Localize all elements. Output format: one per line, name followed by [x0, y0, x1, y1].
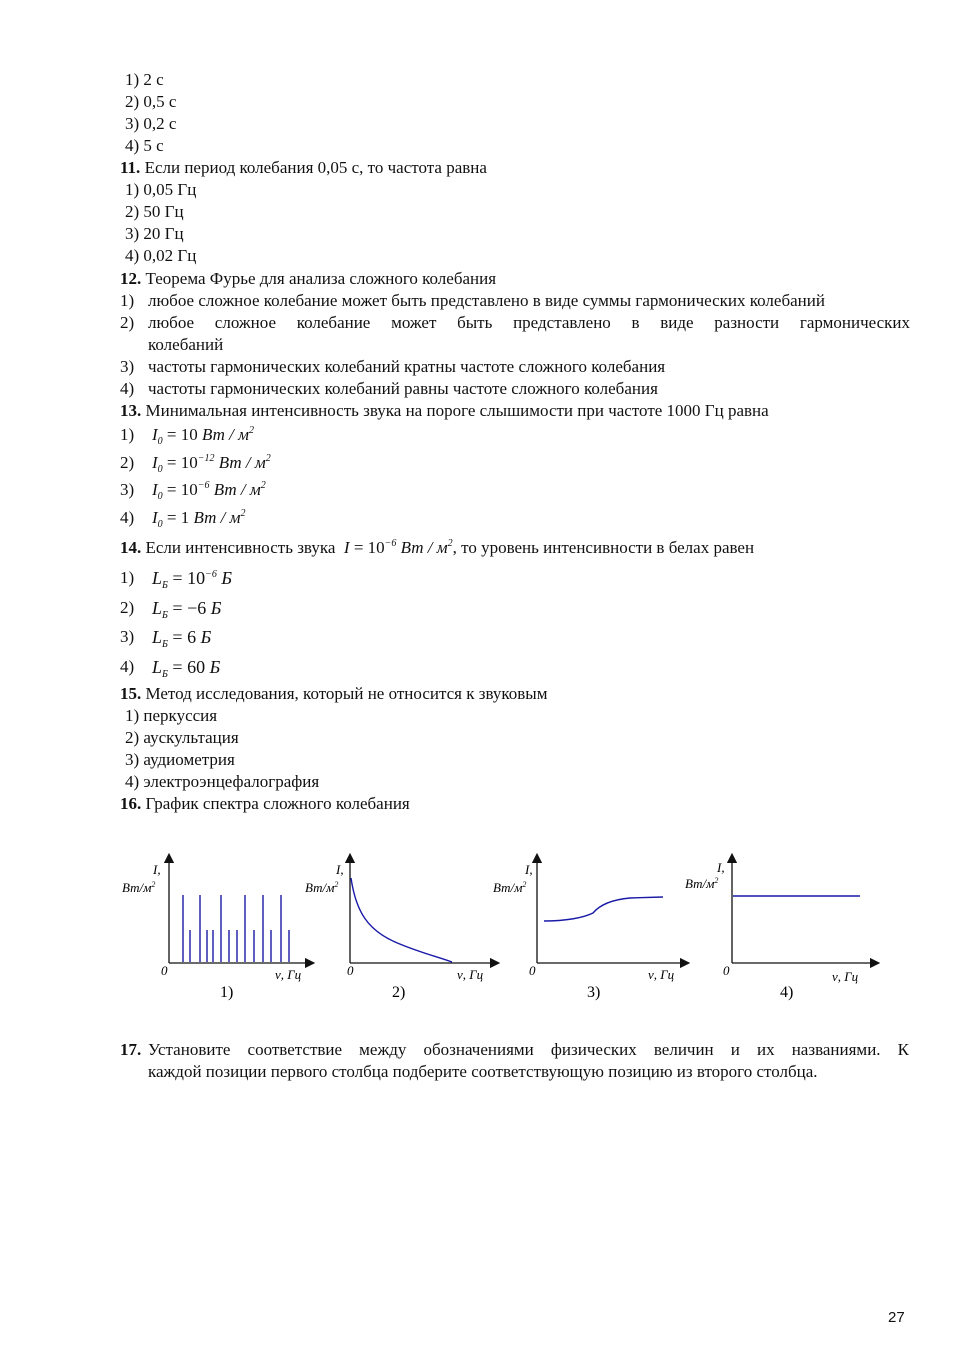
graph-2-ylabel-2: $Вт/м^2$ [305, 880, 339, 895]
graph-2-curve [351, 878, 452, 962]
q15-text: Метод исследования, который не относится к звуковым [145, 684, 548, 703]
q10-option-1: 1) 2 с [125, 70, 164, 89]
q12-option-2-number: 2) [120, 313, 135, 332]
q11-text: Если период колебания 0,05 с, то частота равна [144, 158, 487, 177]
q12-option-2-text: любое сложное колебание может быть представлено в виде разности гармонических [148, 313, 910, 332]
q12-text: Теорема Фурье для анализа сложного колебания [145, 269, 497, 288]
spectrum-graph-3-svg [490, 850, 690, 1010]
q12-option-4-number: 4) [120, 379, 135, 398]
q15-option-3: 3) аудиометрия [125, 750, 235, 769]
spectrum-graph-4 [680, 850, 880, 1010]
graph-1-ylabel-2: $Вт/м^2$ [122, 880, 156, 895]
q13-question [120, 400, 769, 422]
q10-option-2: 2) 0,5 с [125, 92, 177, 111]
q11-question [120, 157, 487, 179]
q17-line-2: каждой позиции первого столбца подберите соответствующую позицию из второго столбца. [148, 1062, 818, 1081]
q13-option-2-number: 2) [120, 453, 135, 472]
graph-2-xlabel: ν, Гц [457, 967, 484, 982]
q14-text-before: Если интенсивность звука [145, 538, 336, 557]
q14-formula: $I = 10^{-6}$ Вт / $м^2$ [343, 538, 453, 557]
q14-option-4-number: 4) [120, 657, 135, 676]
q11-number: 11. [120, 158, 141, 177]
q11-option-4: 4) 0,02 Гц [125, 246, 197, 265]
q15-question [120, 683, 548, 705]
page-number: 27 [888, 1309, 905, 1326]
spectrum-graph-3 [490, 850, 690, 1010]
spectrum-graph-4-svg [680, 850, 880, 1010]
q14-option-2-number: 2) [120, 598, 135, 617]
graph-3-origin: 0 [529, 963, 536, 978]
q14-option-2-formula: $L_Б = -6$ Б [152, 598, 222, 621]
spectrum-graph-1 [115, 850, 315, 1010]
graph-4-xlabel: ν, Гц [832, 969, 859, 984]
q12-option-1-text: любое сложное колебание может быть представлено в виде суммы гармонических колебаний [148, 291, 825, 310]
q13-option-3-number: 3) [120, 480, 135, 499]
q15-number: 15. [120, 684, 142, 703]
graph-1-xlabel: ν, Гц [275, 967, 302, 982]
q12-option-4-text: частоты гармонических колебаний равны частоте сложного колебания [148, 379, 658, 398]
graph-3-curve [544, 897, 663, 921]
q16-question [120, 793, 410, 815]
q12-option-3-number: 3) [120, 357, 135, 376]
graph-4-ylabel-2: $Вт/м^2$ [685, 876, 719, 891]
q11-option-3: 3) 20 Гц [125, 224, 184, 243]
q10-option-4: 4) 5 с [125, 136, 164, 155]
graph-4-number: 4) [780, 984, 794, 1001]
graph-3-ylabel-2: $Вт/м^2$ [493, 880, 527, 895]
q13-option-4-formula: $I_0 = 1$ Вт / $м^2$ [152, 508, 246, 530]
q14-text-after: , то уровень интенсивности в белах равен [452, 538, 755, 557]
q16-text: График спектра сложного колебания [145, 794, 410, 813]
q14-option-1-number: 1) [120, 568, 135, 587]
q14-option-1-formula: $L_Б = 10^{-6}$ Б [152, 568, 232, 591]
graph-2-ylabel-1: I, [336, 862, 344, 877]
q15-option-4: 4) электроэнцефалография [125, 772, 320, 791]
graph-1-ylabel-1: I, [153, 862, 161, 877]
q13-option-3-formula: $I_0 = 10^{-6}$ Вт / $м^2$ [152, 480, 266, 502]
q14-question [120, 537, 754, 559]
q12-question [120, 268, 496, 290]
graph-4-ylabel-1: I, [717, 860, 725, 875]
q17-number: 17. [120, 1040, 142, 1059]
q12-number: 12. [120, 269, 142, 288]
q14-option-3-number: 3) [120, 627, 135, 646]
q11-option-1: 1) 0,05 Гц [125, 180, 197, 199]
graph-3-xlabel: ν, Гц [648, 967, 675, 982]
graph-3-ylabel-1: I, [525, 862, 533, 877]
q12-option-1-number: 1) [120, 291, 135, 310]
graph-2-origin: 0 [347, 963, 354, 978]
graph-4-origin: 0 [723, 963, 730, 978]
q10-option-3: 3) 0,2 с [125, 114, 177, 133]
spectrum-graph-1-svg [115, 850, 315, 1010]
q15-option-2: 2) аускультация [125, 728, 239, 747]
graph-3-number: 3) [587, 984, 601, 1001]
q13-text: Минимальная интенсивность звука на пороге слышимости при частоте 1000 Гц равна [145, 401, 769, 420]
q13-option-1-formula: $I_0 = 10$ Вт / $м^2$ [152, 425, 254, 447]
graph-2-number: 2) [392, 984, 406, 1001]
q13-number: 13. [120, 401, 142, 420]
graph-1-spectral-lines [183, 895, 289, 962]
q16-number: 16. [120, 794, 142, 813]
q14-option-3-formula: $L_Б = 6$ Б [152, 627, 212, 650]
spectrum-graph-2-svg [300, 850, 500, 1010]
q13-option-4-number: 4) [120, 508, 135, 527]
q17-line-1: Установите соответствие между обозначениями физических величин и их названиями. К [148, 1040, 909, 1059]
spectrum-graph-2 [300, 850, 500, 1010]
graph-1-number: 1) [220, 984, 234, 1001]
q11-option-2: 2) 50 Гц [125, 202, 184, 221]
q14-number: 14. [120, 538, 142, 557]
graph-1-origin: 0 [161, 963, 168, 978]
q12-option-2-continuation: колебаний [148, 335, 224, 354]
q13-option-1-number: 1) [120, 425, 135, 444]
q14-option-4-formula: $L_Б = 60$ Б [152, 657, 221, 680]
q12-option-3-text: частоты гармонических колебаний кратны частоте сложного колебания [148, 357, 666, 376]
q13-option-2-formula: $I_0 = 10^{-12}$ Вт / $м^2$ [152, 453, 271, 475]
q15-option-1: 1) перкуссия [125, 706, 218, 725]
